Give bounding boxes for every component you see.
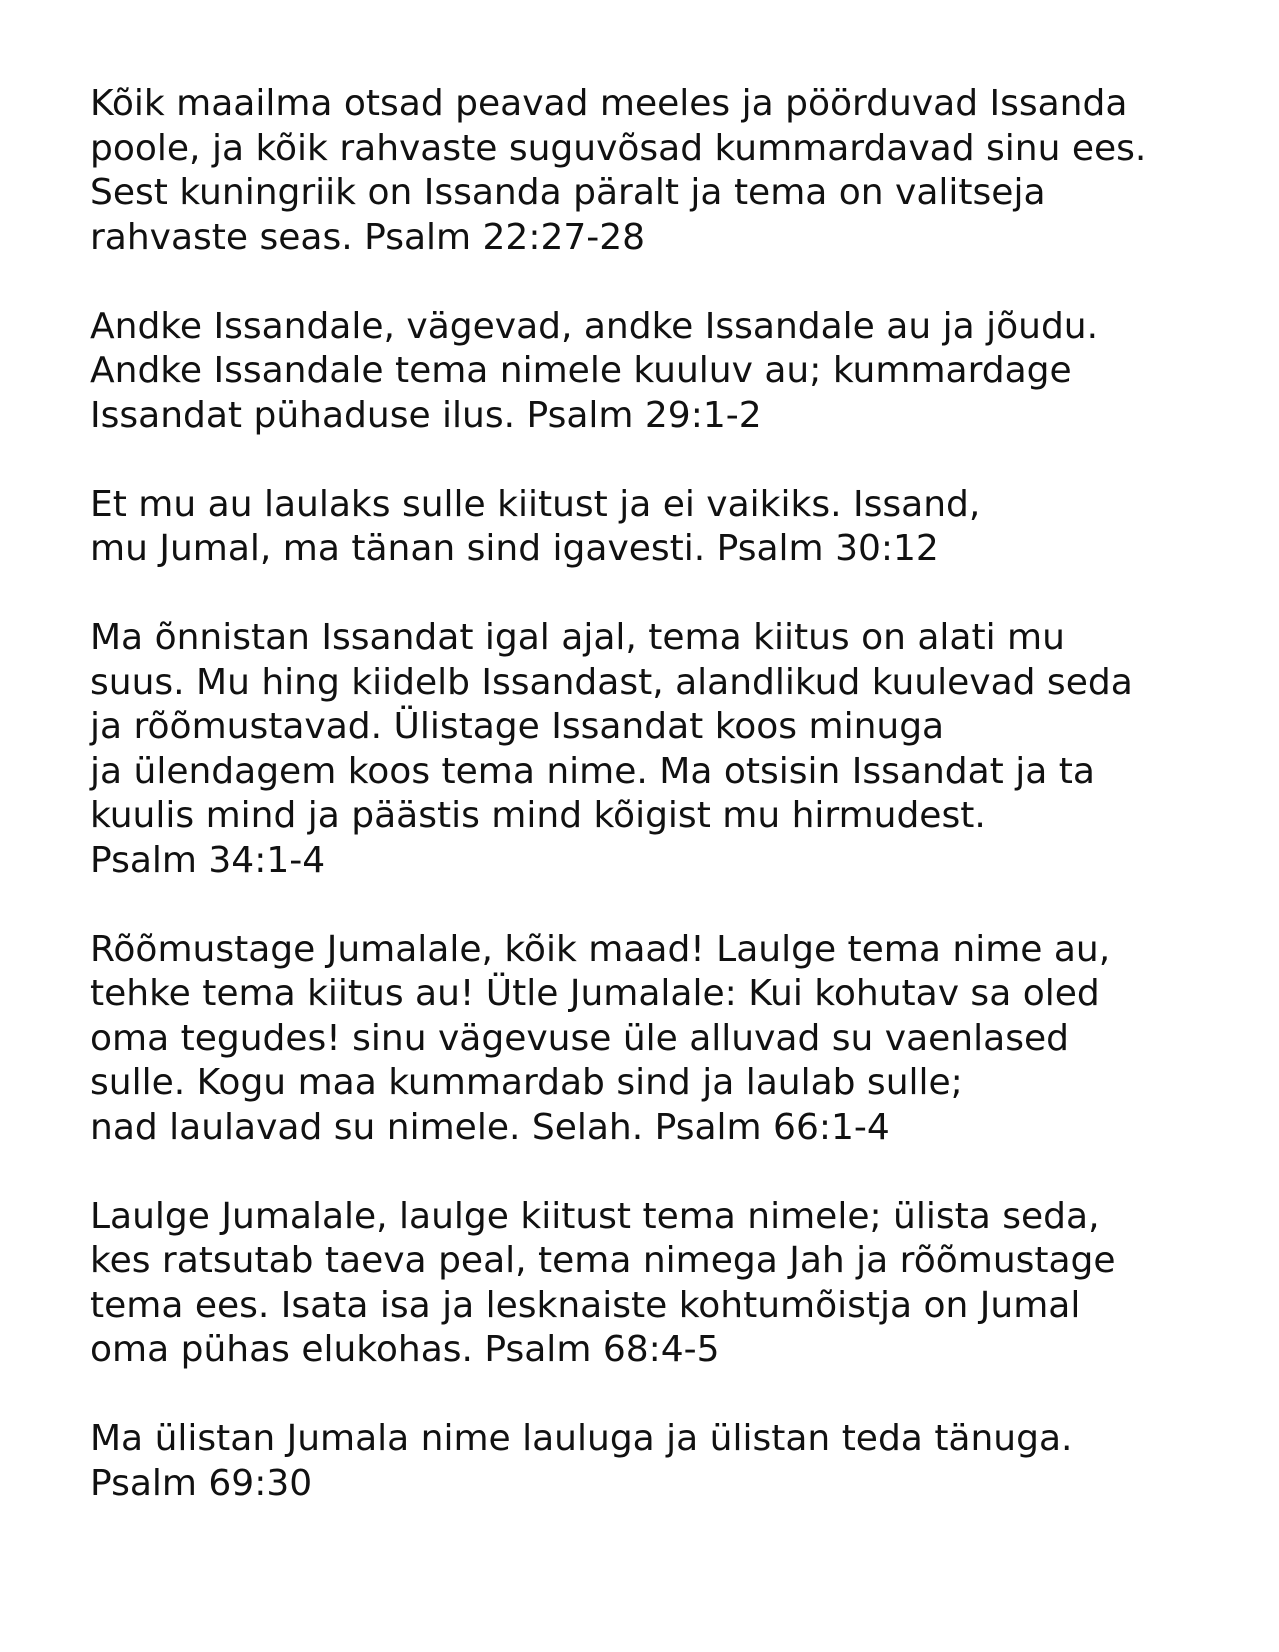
text-line: Et mu au laulaks sulle kiitust ja ei vaikiks. Issand, — [90, 483, 981, 525]
text-line: tema ees. Isata isa ja lesknaiste kohtumõistja on Jumal — [90, 1284, 1081, 1326]
text-line: Sest kuningriik on Issanda päralt ja tema on valitseja — [90, 172, 1046, 213]
text-line: Andke Issandale tema nimele kuuluv au; kummardage — [90, 350, 1072, 391]
text-line: Laulge Jumalale, laulge kiitust tema nimele; ülista seda, — [90, 1195, 1100, 1237]
text-line: ja rõõmustavad. Ülistage Issandat koos minuga — [90, 706, 945, 747]
text-line: Kõik maailma otsad peavad meeles ja pöörduvad Issanda — [90, 83, 1128, 124]
passage-psalm-34 — [90, 616, 1240, 883]
text-line: mu Jumal, ma tänan sind igavesti. Psalm 30:12 — [90, 528, 939, 569]
text-line: Ma õnnistan Issandat igal ajal, tema kiitus on alati mu — [90, 617, 1065, 658]
text-line: Psalm 69:30 — [90, 1462, 313, 1504]
passage-psalm-30 — [90, 483, 1240, 572]
passage-psalm-68 — [90, 1195, 1240, 1373]
text-line: sulle. Kogu maa kummardab sind ja laulab sulle; — [90, 1062, 963, 1103]
passage-psalm-69 — [90, 1417, 1240, 1506]
text-line: Psalm 34:1-4 — [90, 839, 326, 881]
document-page — [90, 82, 1240, 1551]
text-line: poole, ja kõik rahvaste suguvõsad kummardavad sinu ees. — [90, 127, 1147, 169]
text-line: suus. Mu hing kiidelb Issandast, alandlikud kuulevad seda — [90, 661, 1133, 703]
text-line: ja ülendagem koos tema nime. Ma otsisin Issandat ja ta — [90, 750, 1095, 792]
text-line: Andke Issandale, vägevad, andke Issandale au ja jõudu. — [90, 305, 1099, 347]
text-line: nad laulavad su nimele. Selah. Psalm 66:1-4 — [90, 1106, 890, 1148]
text-line: rahvaste seas. Psalm 22:27-28 — [90, 216, 646, 258]
text-line: kuulis mind ja päästis mind kõigist mu hirmudest. — [90, 795, 986, 836]
text-line: Rõõmustage Jumalale, kõik maad! Laulge tema nime au, — [90, 928, 1111, 970]
passage-psalm-66 — [90, 928, 1240, 1151]
text-line: kes ratsutab taeva peal, tema nimega Jah ja rõõmustage — [90, 1240, 1116, 1281]
passage-psalm-29 — [90, 305, 1240, 439]
passage-psalm-22 — [90, 82, 1240, 260]
text-line: oma pühas elukohas. Psalm 68:4-5 — [90, 1329, 720, 1370]
text-line: Ma ülistan Jumala nime lauluga ja ülistan teda tänuga. — [90, 1418, 1073, 1459]
text-line: oma tegudes! sinu vägevuse üle alluvad su vaenlased — [90, 1017, 1069, 1059]
text-line: tehke tema kiitus au! Ütle Jumalale: Kui kohutav sa oled — [90, 973, 1100, 1014]
text-line: Issandat pühaduse ilus. Psalm 29:1-2 — [90, 394, 762, 436]
